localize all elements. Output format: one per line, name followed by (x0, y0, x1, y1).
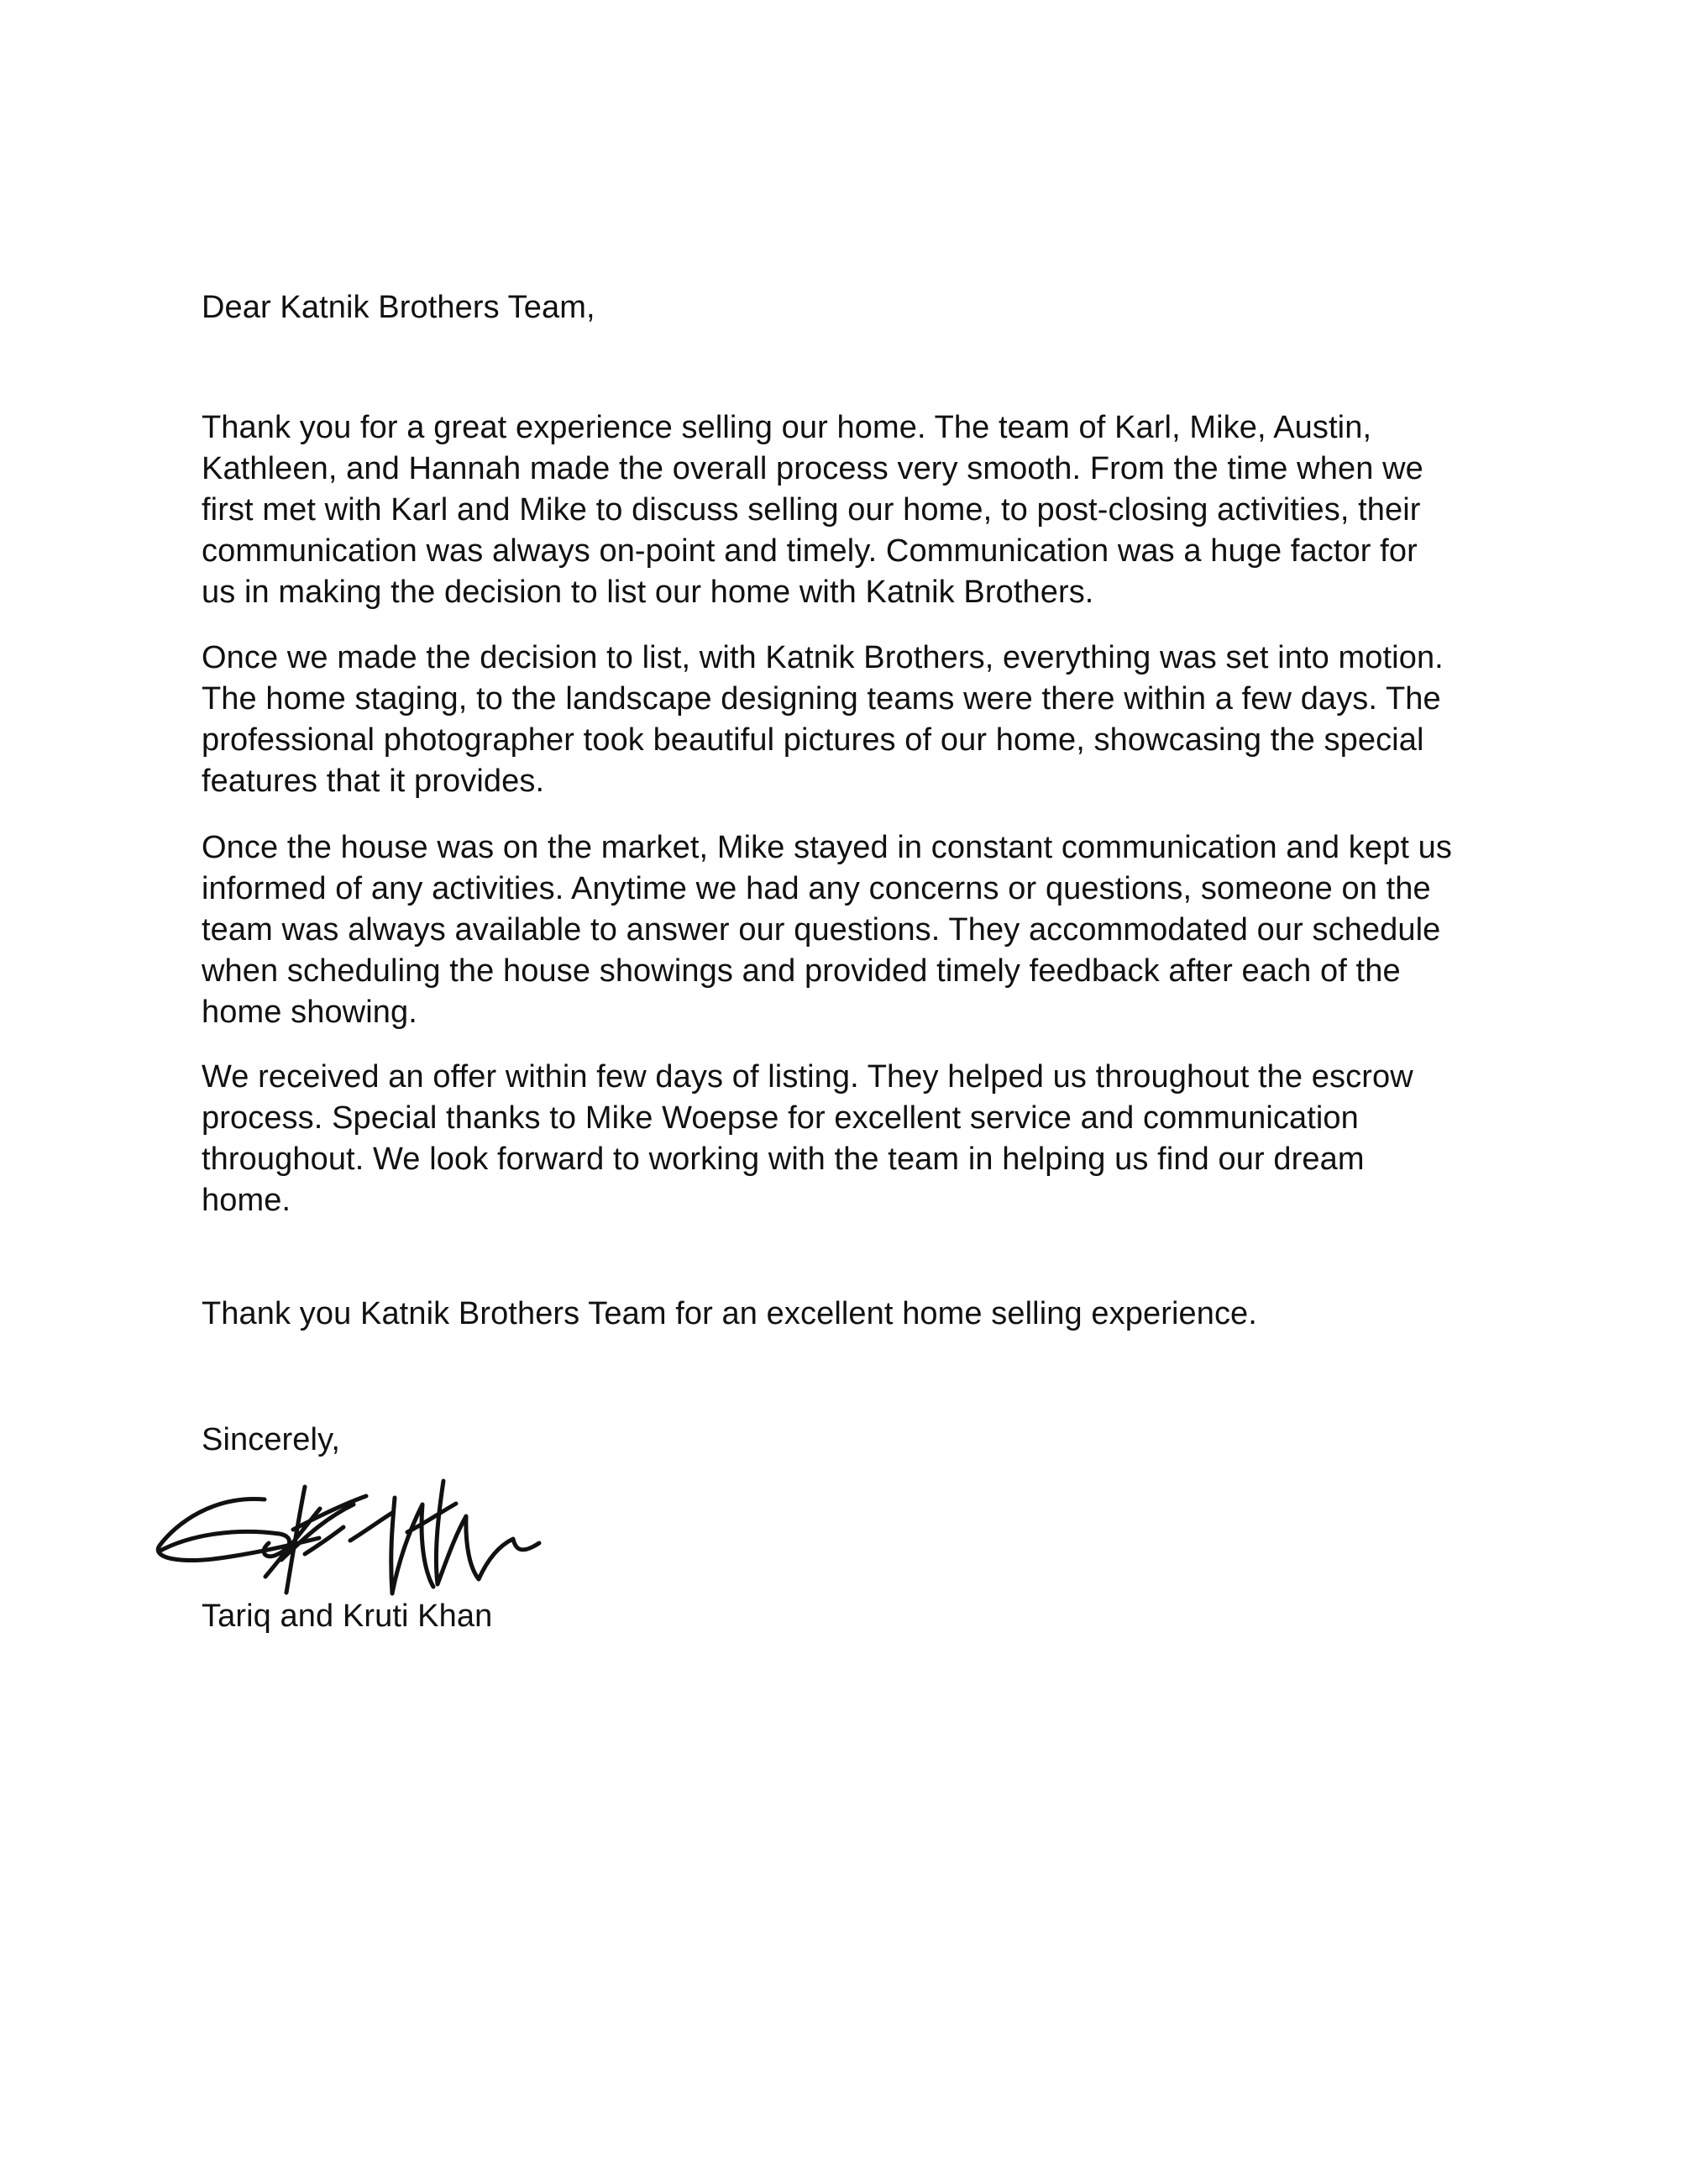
letter-line: first met with Karl and Mike to discuss selling our home, to post-closing activities, their (202, 492, 1421, 528)
letter-line: when scheduling the house showings and provided timely feedback after each of the (202, 953, 1401, 989)
letter-paragraph (202, 827, 1512, 1033)
letter-greeting: Dear Katnik Brothers Team, (202, 290, 595, 325)
letter-line: home showing. (202, 995, 417, 1030)
letter-line: Kathleen, and Hannah made the overall process very smooth. From the time when we (202, 451, 1423, 486)
handwritten-signature (139, 1457, 558, 1609)
letter-paragraph (202, 1057, 1512, 1221)
letter-line: us in making the decision to list our home with Katnik Brothers. (202, 575, 1094, 610)
closing-thanks: Thank you Katnik Brothers Team for an excellent home selling experience. (202, 1296, 1257, 1331)
letter-line: throughout. We look forward to working with the team in helping us find our dream (202, 1142, 1365, 1177)
letter-line: communication was always on-point and timely. Communication was a huge factor for (202, 533, 1418, 569)
letter-paragraph (202, 407, 1512, 613)
letter-line: We received an offer within few days of listing. They helped us throughout the escrow (202, 1059, 1413, 1095)
letter-paragraph (202, 638, 1512, 802)
letter-line: process. Special thanks to Mike Woepse for excellent service and communication (202, 1100, 1359, 1136)
letter-line: home. (202, 1183, 291, 1218)
letter-line: informed of any activities. Anytime we had any concerns or questions, someone on the (202, 871, 1431, 906)
sign-off: Sincerely, (202, 1422, 341, 1457)
letter-line: Thank you for a great experience selling our home. The team of Karl, Mike, Austin, (202, 410, 1372, 445)
letter-line: features that it provides. (202, 764, 545, 799)
letter-line: The home staging, to the landscape designing teams were there within a few days. The (202, 681, 1441, 717)
signatory-names: Tariq and Kruti Khan (202, 1599, 493, 1634)
letter-line: professional photographer took beautiful pictures of our home, showcasing the special (202, 722, 1424, 758)
letter-line: team was always available to answer our questions. They accommodated our schedule (202, 912, 1441, 948)
letter-line: Once we made the decision to list, with Katnik Brothers, everything was set into motion. (202, 640, 1444, 675)
letter-line: Once the house was on the market, Mike stayed in constant communication and kept us (202, 830, 1452, 865)
